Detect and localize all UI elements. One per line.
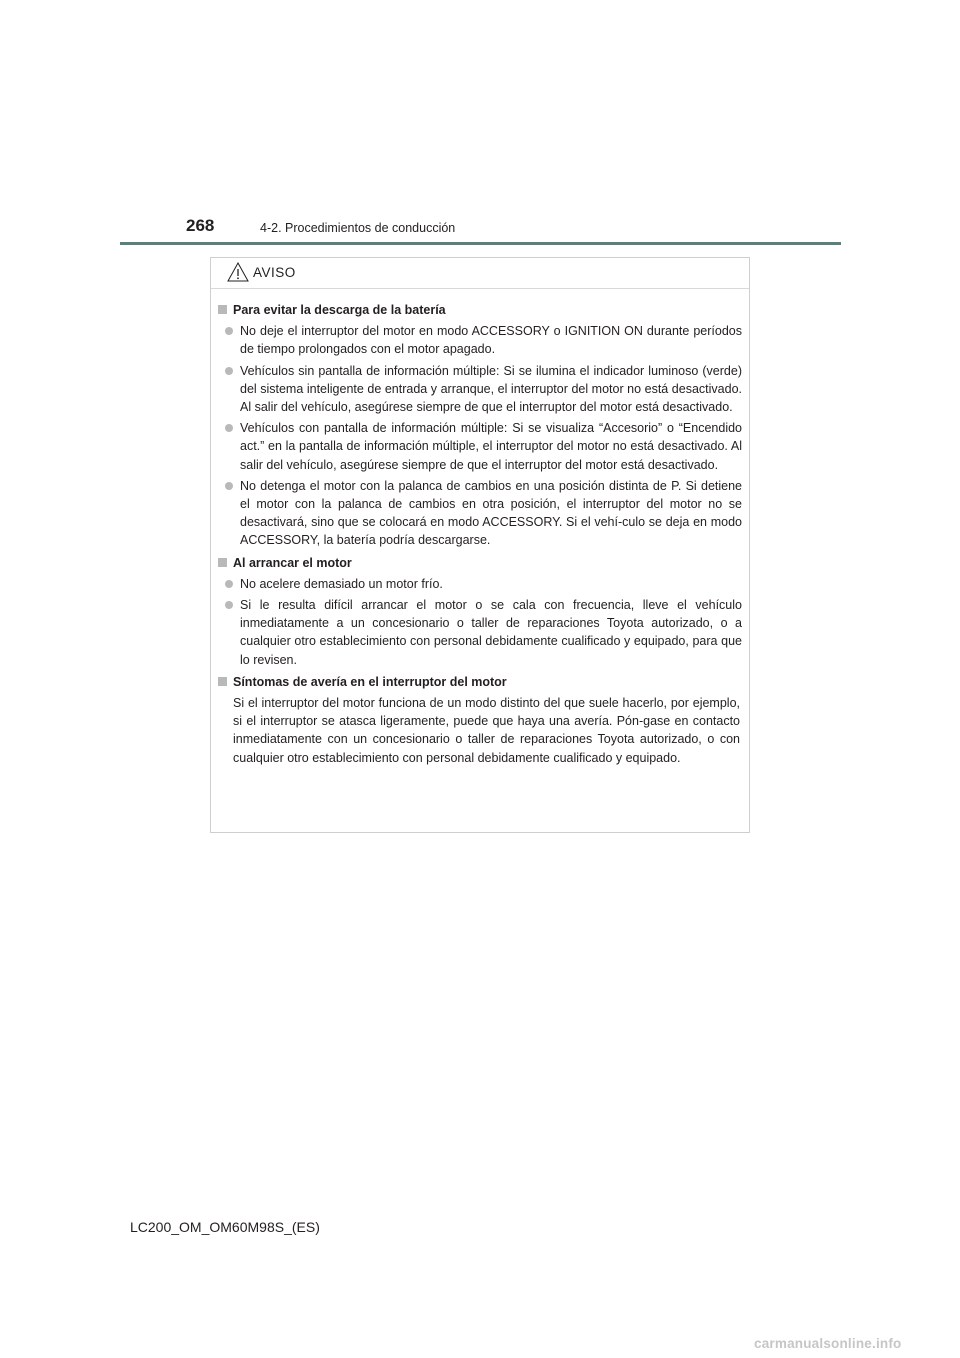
list-item-text: Si le resulta difícil arrancar el motor o se cala con frecuencia, lleve el vehículo inmediatamente a un concesionario o taller de reparaciones Toyota autorizado, o a cualquier otro establecimiento con personal debidamente cualificado y equipado, para que lo revisen. <box>240 598 742 667</box>
section-title: 4-2. Procedimientos de conducción <box>260 221 456 235</box>
list-item-text: Vehículos con pantalla de información múltiple: Si se visualiza “Accesorio” o “Encendido act.” en la pantalla de información múltiple, el interruptor del motor no está desactivado. Al salir del vehículo, asegúrese siempre de que el interruptor del motor está desactivado. <box>240 421 742 472</box>
square-bullet-icon <box>218 558 227 567</box>
subhead-text: Para evitar la descarga de la batería <box>233 303 446 317</box>
square-bullet-icon <box>218 677 227 686</box>
circle-bullet-icon <box>225 327 233 335</box>
subhead-text: Al arrancar el motor <box>233 555 352 570</box>
circle-bullet-icon <box>225 482 233 490</box>
list-item <box>218 477 742 550</box>
subhead-starting <box>218 554 742 572</box>
list-item-text: No deje el interruptor del motor en modo ACCESSORY o IGNITION ON durante períodos de tiempo prolongados con el motor apagado. <box>240 324 742 357</box>
list-item <box>218 596 742 669</box>
subhead-battery <box>218 301 742 319</box>
circle-bullet-icon <box>225 601 233 609</box>
list-item <box>218 362 742 417</box>
malfunction-paragraph: Si el interruptor del motor funciona de un modo distinto del que suele hacerlo, por ejemplo, si el interruptor se atasca ligeramente, puede que haya una avería. Pón-gase en contacto inmediatamente con un concesionario o taller de reparaciones Toyota autorizado, o con cualquier otro establecimiento con personal debidamente cualificado y equipado. <box>233 696 740 765</box>
warning-header <box>211 258 749 289</box>
square-bullet-icon <box>218 305 227 314</box>
warning-triangle-icon <box>227 262 249 282</box>
list-item-text: No detenga el motor con la palanca de cambios en una posición distinta de P. Si detiene el motor con la palanca de cambios en otra posición, el interruptor del motor no se desactivará, sino que se colocará en modo ACCESSORY. Si el vehí-culo se deja en modo ACCESSORY, la batería podría descargarse. <box>240 478 742 548</box>
subhead-malfunction <box>218 673 742 691</box>
circle-bullet-icon <box>225 424 233 432</box>
subhead-text: Síntomas de avería en el interruptor del motor <box>233 674 507 689</box>
warning-title: AVISO <box>253 265 296 280</box>
list-item-text: No acelere demasiado un motor frío. <box>240 576 443 591</box>
warning-body <box>211 289 749 767</box>
list-item <box>218 419 742 474</box>
list-item-text: Vehículos sin pantalla de información múltiple: Si se ilumina el indicador luminoso (verde) del sistema inteligente de entrada y arranque, el interruptor del motor no está desactivado. Al salir del vehículo, asegúrese siempre de que el interruptor del motor está desactivado. <box>240 363 742 415</box>
page-number: 268 <box>186 216 215 235</box>
warning-box <box>210 257 750 833</box>
circle-bullet-icon <box>225 367 233 375</box>
document-code: LC200_OM_OM60M98S_(ES) <box>130 1219 320 1235</box>
watermark: carmanualsonline.info <box>754 1336 902 1351</box>
list-item <box>218 575 742 593</box>
circle-bullet-icon <box>225 580 233 588</box>
header-rule <box>120 242 841 245</box>
list-item <box>218 322 742 358</box>
